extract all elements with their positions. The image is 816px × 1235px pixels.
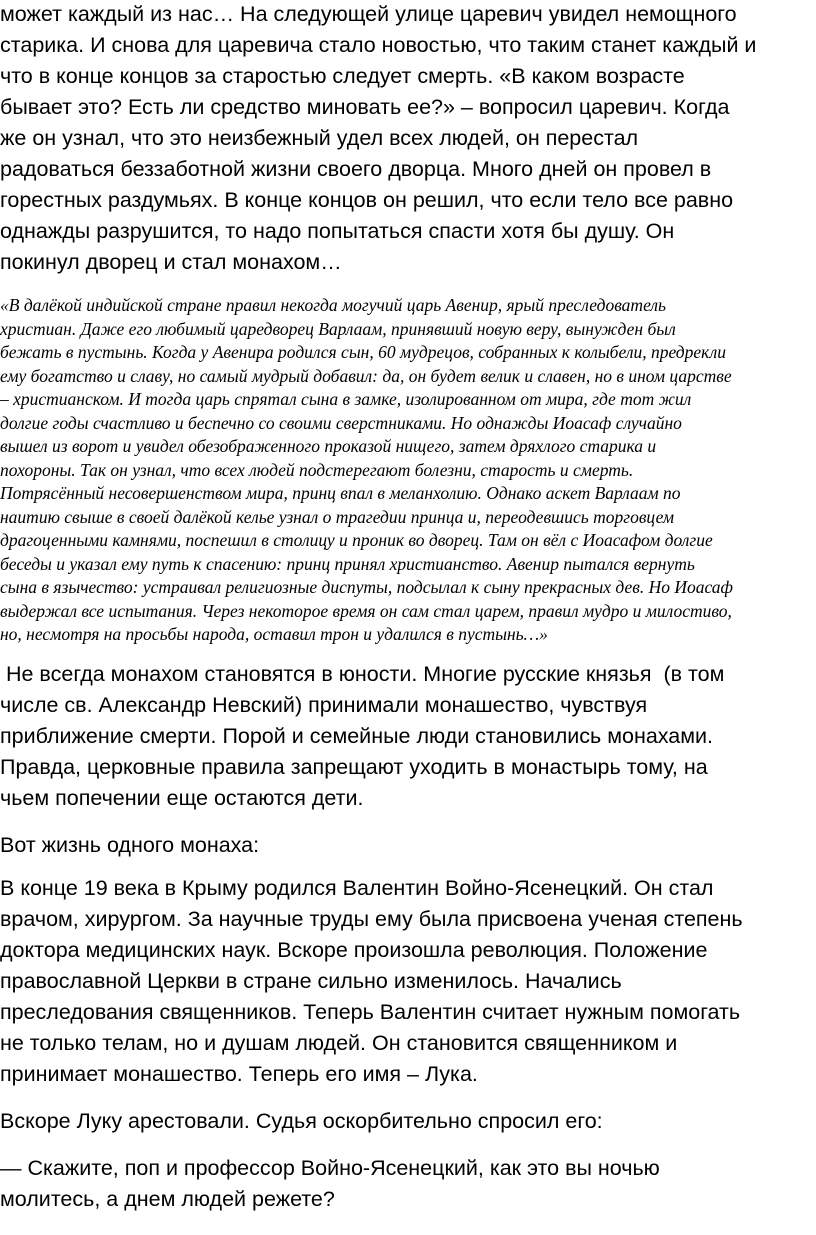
text-line: старика. И снова для царевича стало новостью, что таким станет каждый и bbox=[0, 33, 757, 57]
quote-line: но, несмотря на просьбы народа, оставил трон и удалился в пустынь…» bbox=[0, 624, 548, 644]
text-line: не только телам, но и душам людей. Он становится священником и bbox=[0, 1031, 678, 1055]
question-paragraph bbox=[0, 1153, 816, 1215]
text-line: горестных раздумьях. В конце концов он решил, что если тело все равно bbox=[0, 188, 734, 212]
text-line: бывает это? Есть ли средство миновать ее?» – вопросил царевич. Когда bbox=[0, 95, 730, 119]
text-line: однажды разрушится, то надо попытаться спасти хотя бы душу. Он bbox=[0, 219, 675, 243]
quote-line: беседы и указал ему путь к спасению: принц принял христианство. Авенир пытался вернуть bbox=[0, 553, 695, 574]
quote-line: «В далёкой индийской стране правил некогда могучий царь Авенир, ярый преследователь bbox=[0, 295, 666, 315]
quote-line: ему богатство и славу, но самый мудрый добавил: да, он будет велик и славен, но в ином царстве bbox=[0, 365, 732, 386]
text-line: В конце 19 века в Крыму родился Валентин Войно-Ясенецкий. Он стал bbox=[0, 876, 714, 900]
quote-line: долгие годы счастливо и беспечно со своими сверстниками. Но однажды Иоасаф случайно bbox=[0, 412, 682, 433]
quote-line: Потрясённый несовершенством мира, принц впал в меланхолию. Однако аскет Варлаам по bbox=[0, 483, 681, 503]
monks-paragraph bbox=[0, 659, 816, 814]
text-line: Вот жизнь одного монаха: bbox=[0, 833, 260, 857]
text-line: чьем попечении еще остаются дети. bbox=[0, 786, 364, 810]
quote-line: – христианском. И тогда царь спрятал сына в замке, изолированном от мира, где тот жил bbox=[0, 389, 692, 409]
text-line: доктора медицинских наук. Вскоре произошла революция. Положение bbox=[0, 938, 708, 962]
text-line: преследования священников. Теперь Валентин считает нужным помогать bbox=[0, 1000, 741, 1024]
text-line: Правда, церковные правила запрещают уходить в монастырь тому, на bbox=[0, 755, 708, 779]
text-line: покинул дворец и стал монахом… bbox=[0, 250, 342, 274]
text-line: числе св. Александр Невский) принимали монашество, чувствуя bbox=[0, 693, 648, 717]
text-line: радоваться беззаботной жизни своего дворца. Много дней он провел в bbox=[0, 157, 712, 181]
legend-quote bbox=[0, 294, 816, 647]
text-line: врачом, хирургом. За научные труды ему была присвоена ученая степень bbox=[0, 907, 743, 931]
quote-line: выдержал все испытания. Через некоторое время он сам стал царем, правил мудро и милостиво, bbox=[0, 600, 732, 621]
intro-paragraph bbox=[0, 0, 816, 278]
text-line: принимает монашество. Теперь его имя – Лука. bbox=[0, 1062, 478, 1086]
text-line: молитесь, а днем людей режете? bbox=[0, 1187, 335, 1211]
quote-line: христиан. Даже его любимый царедворец Варлаам, принявший новую веру, вынужден был bbox=[0, 318, 676, 339]
quote-line: похороны. Так он узнал, что всех людей подстерегают болезни, старость и смерть. bbox=[0, 459, 634, 480]
text-line: же он узнал, что это неизбежный удел всех людей, он перестал bbox=[0, 126, 639, 150]
luka-paragraph bbox=[0, 873, 816, 1090]
quote-line: сына в язычество: устраивал религиозные диспуты, подсылал к сыну прекрасных дев. Но Иоасаф bbox=[0, 577, 733, 597]
text-line: православной Церкви в стране сильно изменилось. Начались bbox=[0, 969, 622, 993]
text-line: приближение смерти. Порой и семейные люди становились монахами. bbox=[0, 724, 714, 748]
quote-line: драгоценными камнями, поспешил в столицу и проник во дворец. Там он вёл с Иоасафом долгие bbox=[0, 530, 713, 550]
quote-line: вышел из ворот и увидел обезображенного проказой нищего, затем дряхлого старика и bbox=[0, 436, 657, 456]
text-line: Не всегда монахом становятся в юности. Многие русские князья (в том bbox=[0, 662, 725, 686]
life-intro-paragraph bbox=[0, 830, 816, 861]
text-line: что в конце концов за старостью следует смерть. «В каком возрасте bbox=[0, 64, 685, 88]
arrest-paragraph bbox=[0, 1106, 816, 1137]
text-line: — Скажите, поп и профессор Войно-Ясенецкий, как это вы ночью bbox=[0, 1156, 660, 1180]
text-line: может каждый из нас… На следующей улице царевич увидел немощного bbox=[0, 2, 737, 26]
text-line: Вскоре Луку арестовали. Судья оскорбительно спросил его: bbox=[0, 1109, 603, 1133]
quote-line: наитию свыше в своей далёкой келье узнал о трагедии принца и, переодевшись торговцем bbox=[0, 506, 675, 527]
quote-line: бежать в пустынь. Когда у Авенира родился сын, 60 мудрецов, собранных к колыбели, предрекли bbox=[0, 342, 727, 362]
